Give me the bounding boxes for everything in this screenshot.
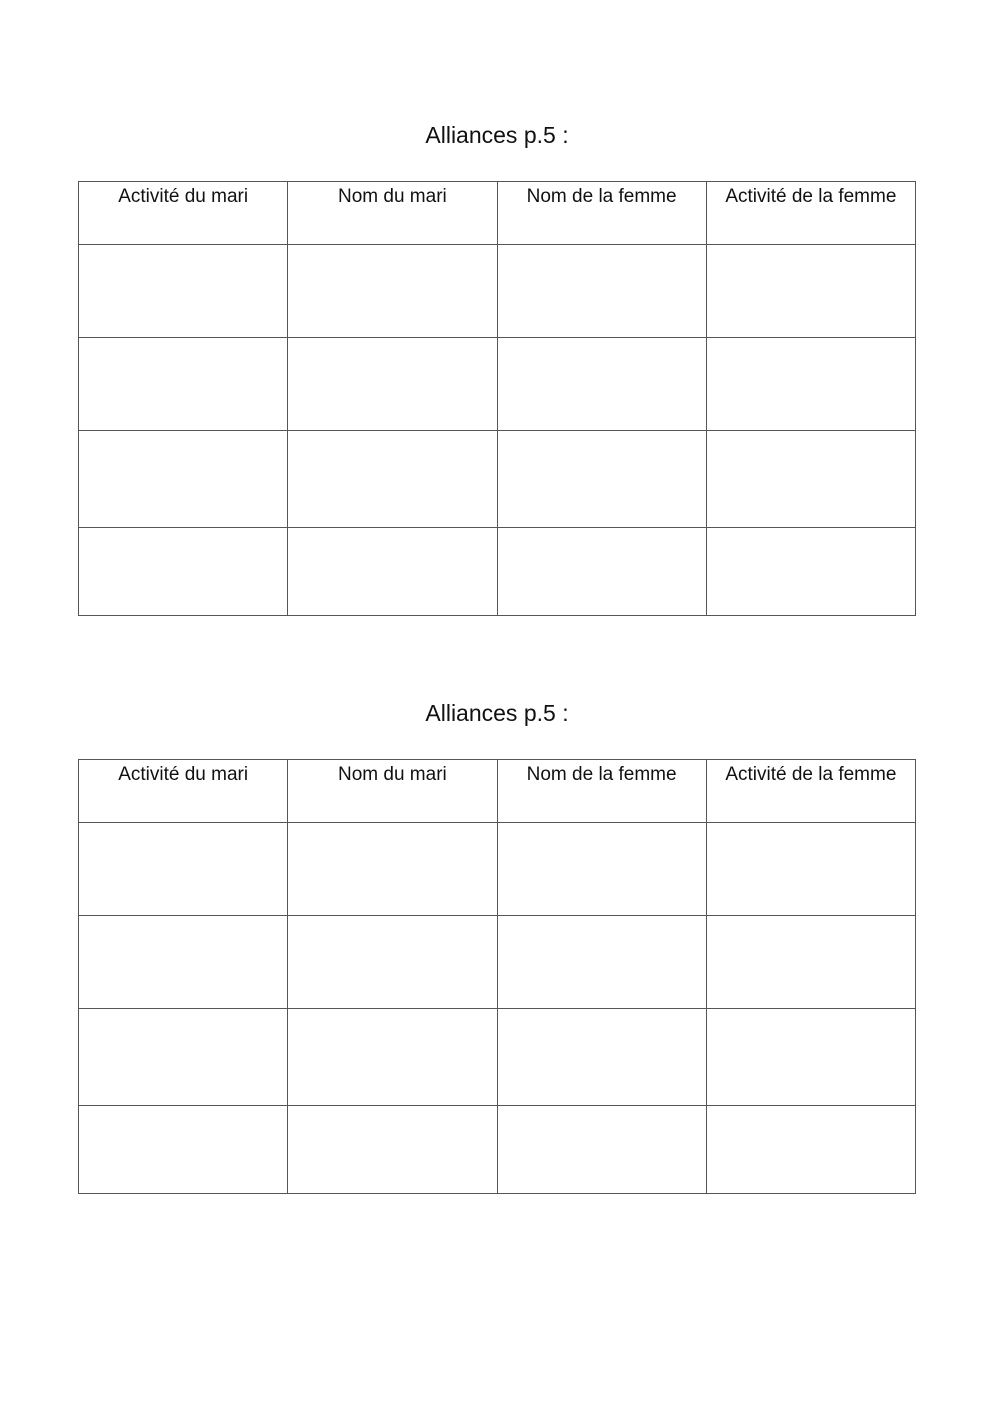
- table-row: [79, 431, 916, 528]
- table-cell[interactable]: [497, 823, 706, 916]
- table-cell[interactable]: [79, 916, 288, 1009]
- table-cell[interactable]: [497, 528, 706, 616]
- table-cell[interactable]: [706, 528, 915, 616]
- table-row: [79, 1106, 916, 1194]
- table-row: [79, 916, 916, 1009]
- header-nom-femme: Nom de la femme: [497, 760, 706, 823]
- table-cell[interactable]: [706, 431, 915, 528]
- table-cell[interactable]: [79, 528, 288, 616]
- header-activite-femme: Activité de la femme: [706, 760, 915, 823]
- table-cell[interactable]: [79, 431, 288, 528]
- table-cell[interactable]: [497, 245, 706, 338]
- table-cell[interactable]: [706, 1009, 915, 1106]
- alliances-table: [78, 181, 916, 616]
- table-cell[interactable]: [706, 338, 915, 431]
- table-cell[interactable]: [706, 245, 915, 338]
- table-header-row: [79, 182, 916, 245]
- alliances-table: [78, 759, 916, 1194]
- alliances-section-1: [78, 118, 916, 616]
- table-cell[interactable]: [79, 1009, 288, 1106]
- table-row: [79, 823, 916, 916]
- section-title: Alliances p.5 :: [425, 700, 569, 726]
- table-header-row: [79, 760, 916, 823]
- table-cell[interactable]: [497, 338, 706, 431]
- table-row: [79, 528, 916, 616]
- header-activite-mari: Activité du mari: [79, 182, 288, 245]
- section-title: Alliances p.5 :: [425, 122, 569, 148]
- table-row: [79, 1009, 916, 1106]
- table-cell[interactable]: [497, 1106, 706, 1194]
- table-cell[interactable]: [497, 431, 706, 528]
- header-activite-femme: Activité de la femme: [706, 182, 915, 245]
- table-cell[interactable]: [288, 1106, 497, 1194]
- table-cell[interactable]: [706, 823, 915, 916]
- table-cell[interactable]: [288, 338, 497, 431]
- table-cell[interactable]: [288, 528, 497, 616]
- header-nom-mari: Nom du mari: [288, 182, 497, 245]
- table-cell[interactable]: [497, 916, 706, 1009]
- table-cell[interactable]: [288, 245, 497, 338]
- table-cell[interactable]: [288, 431, 497, 528]
- header-activite-mari: Activité du mari: [79, 760, 288, 823]
- table-cell[interactable]: [79, 245, 288, 338]
- table-cell[interactable]: [288, 823, 497, 916]
- table-cell[interactable]: [79, 338, 288, 431]
- alliances-section-2: [78, 696, 916, 1194]
- table-cell[interactable]: [79, 823, 288, 916]
- table-cell[interactable]: [706, 916, 915, 1009]
- table-row: [79, 338, 916, 431]
- table-cell[interactable]: [706, 1106, 915, 1194]
- table-cell[interactable]: [288, 1009, 497, 1106]
- header-nom-mari: Nom du mari: [288, 760, 497, 823]
- table-cell[interactable]: [79, 1106, 288, 1194]
- header-nom-femme: Nom de la femme: [497, 182, 706, 245]
- table-row: [79, 245, 916, 338]
- table-cell[interactable]: [497, 1009, 706, 1106]
- table-cell[interactable]: [288, 916, 497, 1009]
